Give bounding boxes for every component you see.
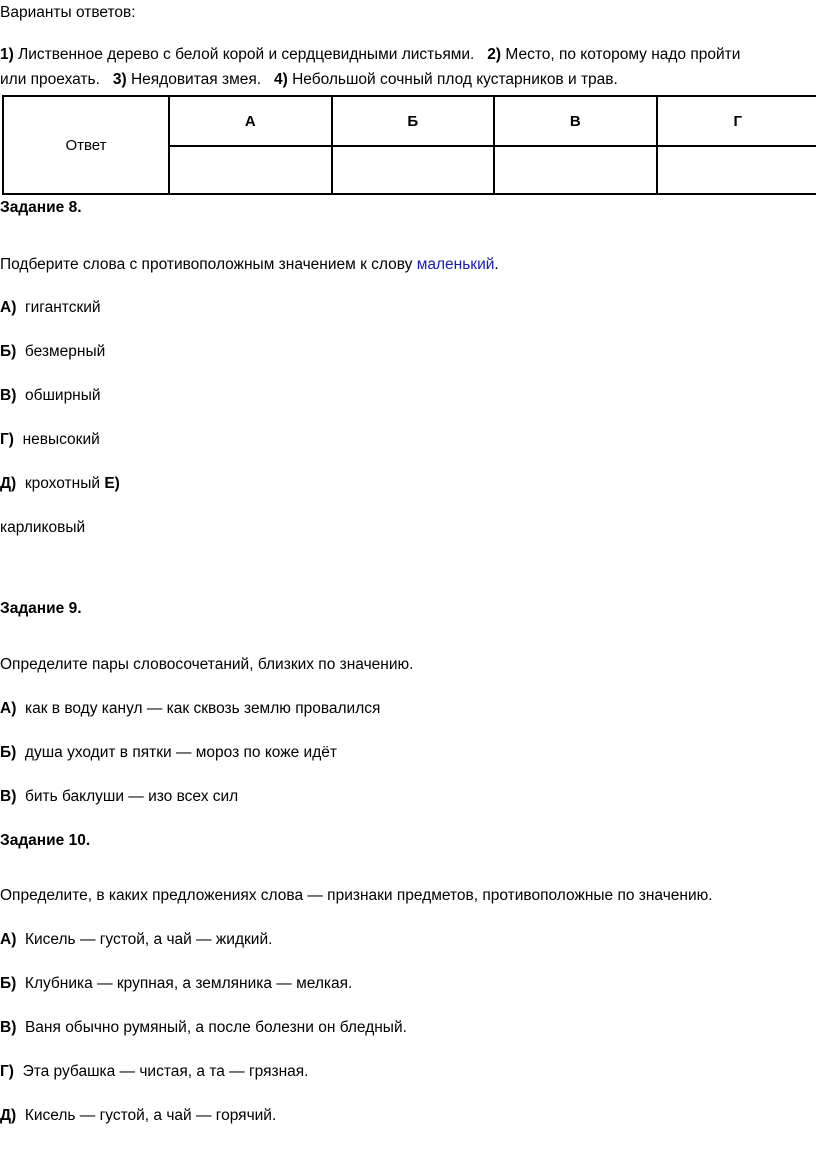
option-letter: А) — [0, 700, 17, 717]
item-text: или проехать. — [0, 71, 113, 88]
option-letter: Г) — [0, 1063, 14, 1080]
item-text: Место, по которому надо пройти — [501, 46, 741, 63]
task9-option-c — [0, 787, 238, 807]
column-header: В — [494, 96, 657, 146]
option-letter: В) — [0, 1019, 17, 1036]
intro-line-1 — [0, 45, 740, 65]
item-number: 2) — [487, 46, 502, 63]
task10-option-b — [0, 974, 352, 994]
task9-option-b — [0, 743, 337, 763]
option-text: Ваня обычно румяный, а после болезни он бледный. — [16, 1019, 407, 1036]
option-text: невысокий — [13, 431, 100, 448]
task8-option-a — [0, 298, 101, 318]
option-text: Эта рубашка — чистая, а та — грязная. — [13, 1063, 309, 1080]
task10-question: Определите, в каких предложениях слова — признаки предметов, противоположные по значению. — [0, 887, 713, 904]
task10-option-d — [0, 1062, 308, 1082]
option-text: гигантский — [16, 299, 101, 316]
task10-option-c — [0, 1018, 407, 1038]
column-header: А — [169, 96, 332, 146]
option-text: Клубника — крупная, а земляника — мелкая. — [16, 975, 353, 992]
column-header: Г — [657, 96, 816, 146]
task8-title: Задание 8. — [0, 199, 82, 216]
answer-cell[interactable] — [494, 146, 657, 194]
option-text: бить баклуши — изо всех сил — [16, 788, 239, 805]
option-text: Кисель — густой, а чай — жидкий. — [16, 931, 273, 948]
answer-row-label: Ответ — [3, 96, 169, 194]
task8-option-c — [0, 386, 101, 406]
option-letter: Б) — [0, 744, 17, 761]
item-number: 3) — [112, 71, 127, 88]
task9-title: Задание 9. — [0, 600, 82, 617]
task10-title: Задание 10. — [0, 832, 91, 849]
column-header: Б — [332, 96, 495, 146]
key-word: маленький — [416, 256, 495, 273]
item-number: 1) — [0, 46, 14, 63]
option-letter: А) — [0, 299, 17, 316]
item-number: 4) — [273, 71, 288, 88]
task10-option-e — [0, 1106, 276, 1126]
task9-question: Определите пары словосочетаний, близких по значению. — [0, 656, 414, 673]
task8-option-d — [0, 474, 120, 494]
option-text: Кисель — густой, а чай — горячий. — [16, 1107, 277, 1124]
option-letter: А) — [0, 931, 17, 948]
option-letter: Е) — [104, 475, 120, 492]
item-text: Лиственное дерево с белой корой и сердцевидными листьями. — [13, 46, 488, 63]
task8-option-b — [0, 342, 105, 362]
intro-heading: Варианты ответов: — [0, 4, 136, 21]
option-letter: Г) — [0, 431, 14, 448]
answer-cell[interactable] — [332, 146, 495, 194]
option-text: душа уходит в пятки — мороз по коже идёт — [16, 744, 337, 761]
option-letter: Б) — [0, 975, 17, 992]
option-letter: В) — [0, 788, 17, 805]
option-text: крохотный — [16, 475, 105, 492]
answer-cell[interactable] — [657, 146, 816, 194]
question-text: Подберите слова с противоположным значением к слову — [0, 256, 417, 273]
option-text: безмерный — [16, 343, 106, 360]
option-letter: Д) — [0, 475, 17, 492]
task9-option-a — [0, 699, 380, 719]
option-text: как в воду канул — как сквозь землю провалился — [16, 700, 381, 717]
answer-table — [2, 95, 816, 195]
option-letter: Б) — [0, 343, 17, 360]
item-text: Небольшой сочный плод кустарников и трав. — [287, 71, 618, 88]
intro-line-2 — [0, 70, 618, 90]
task8-option-e: карликовый — [0, 519, 86, 536]
item-text: Неядовитая змея. — [126, 71, 274, 88]
task8-option-d-g — [0, 430, 100, 450]
option-letter: Д) — [0, 1107, 17, 1124]
task8-question — [0, 255, 499, 275]
question-punct: . — [494, 256, 499, 273]
option-text: обширный — [16, 387, 101, 404]
option-letter: В) — [0, 387, 17, 404]
answer-cell[interactable] — [169, 146, 332, 194]
task10-option-a — [0, 930, 272, 950]
